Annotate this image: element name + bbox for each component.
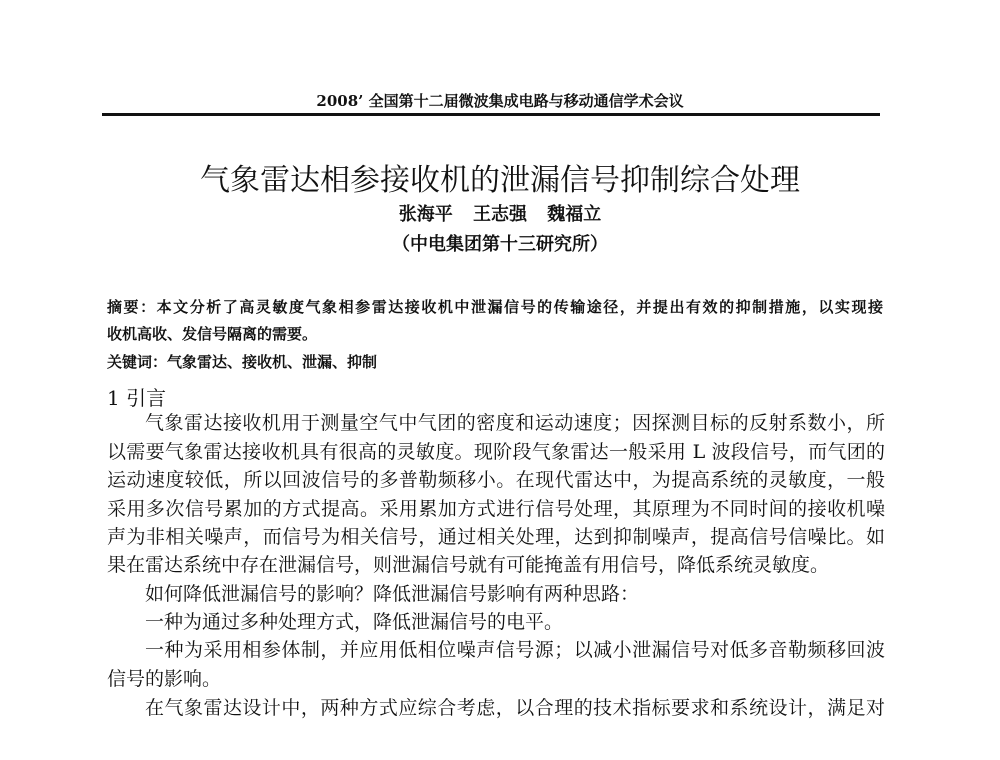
body-line: 在气象雷达设计中，两种方式应综合考虑，以合理的技术指标要求和系统设计，满足对 xyxy=(145,697,885,719)
body-line: 运动速度较低，所以回波信号的多普勒频移小。在现代雷达中，为提高系统的灵敏度，一般 xyxy=(107,469,885,491)
body-line: 一种为通过多种处理方式，降低泄漏信号的电平。 xyxy=(145,611,564,633)
abstract-line: 收机高收、发信号隔离的需要。 xyxy=(107,325,318,343)
authors: 张海平 王志强 魏福立 xyxy=(398,204,602,225)
paper-title: 气象雷达相参接收机的泄漏信号抑制综合处理 xyxy=(200,163,800,198)
section-heading: 1 引言 xyxy=(107,386,167,410)
body-line: 声为非相关噪声，而信号为相关信号，通过相关处理，达到抑制噪声，提高信号信噪比。如 xyxy=(107,526,885,548)
body-line: 以需要气象雷达接收机具有很高的灵敏度。现阶段气象雷达一般采用 L 波段信号，而气团的 xyxy=(107,441,885,463)
body-line: 一种为采用相参体制，并应用低相位噪声信号源；以减小泄漏信号对低多音勒频移回波 xyxy=(145,639,885,661)
body-line: 气象雷达接收机用于测量空气中气团的密度和运动速度；因探测目标的反射系数小，所 xyxy=(145,412,885,434)
running-header: 2008’ 全国第十二届微波集成电路与移动通信学术会议 xyxy=(316,92,684,110)
abstract-line: 摘要：本文分析了高灵敏度气象相参雷达接收机中泄漏信号的传输途径，并提出有效的抑制措施，以实现接 xyxy=(107,298,883,316)
affiliation: （中电集团第十三研究所） xyxy=(392,234,608,255)
body-line: 如何降低泄漏信号的影响？降低泄漏信号影响有两种思路： xyxy=(145,583,640,605)
header-rule xyxy=(102,113,880,116)
body-line: 采用多次信号累加的方式提高。采用累加方式进行信号处理，其原理为不同时间的接收机噪 xyxy=(107,498,885,520)
keywords: 关键词：气象雷达、接收机、泄漏、抑制 xyxy=(107,353,378,371)
body-line: 信号的影响。 xyxy=(107,668,222,690)
body-line: 果在雷达系统中存在泄漏信号，则泄漏信号就有可能掩盖有用信号，降低系统灵敏度。 xyxy=(107,554,830,576)
